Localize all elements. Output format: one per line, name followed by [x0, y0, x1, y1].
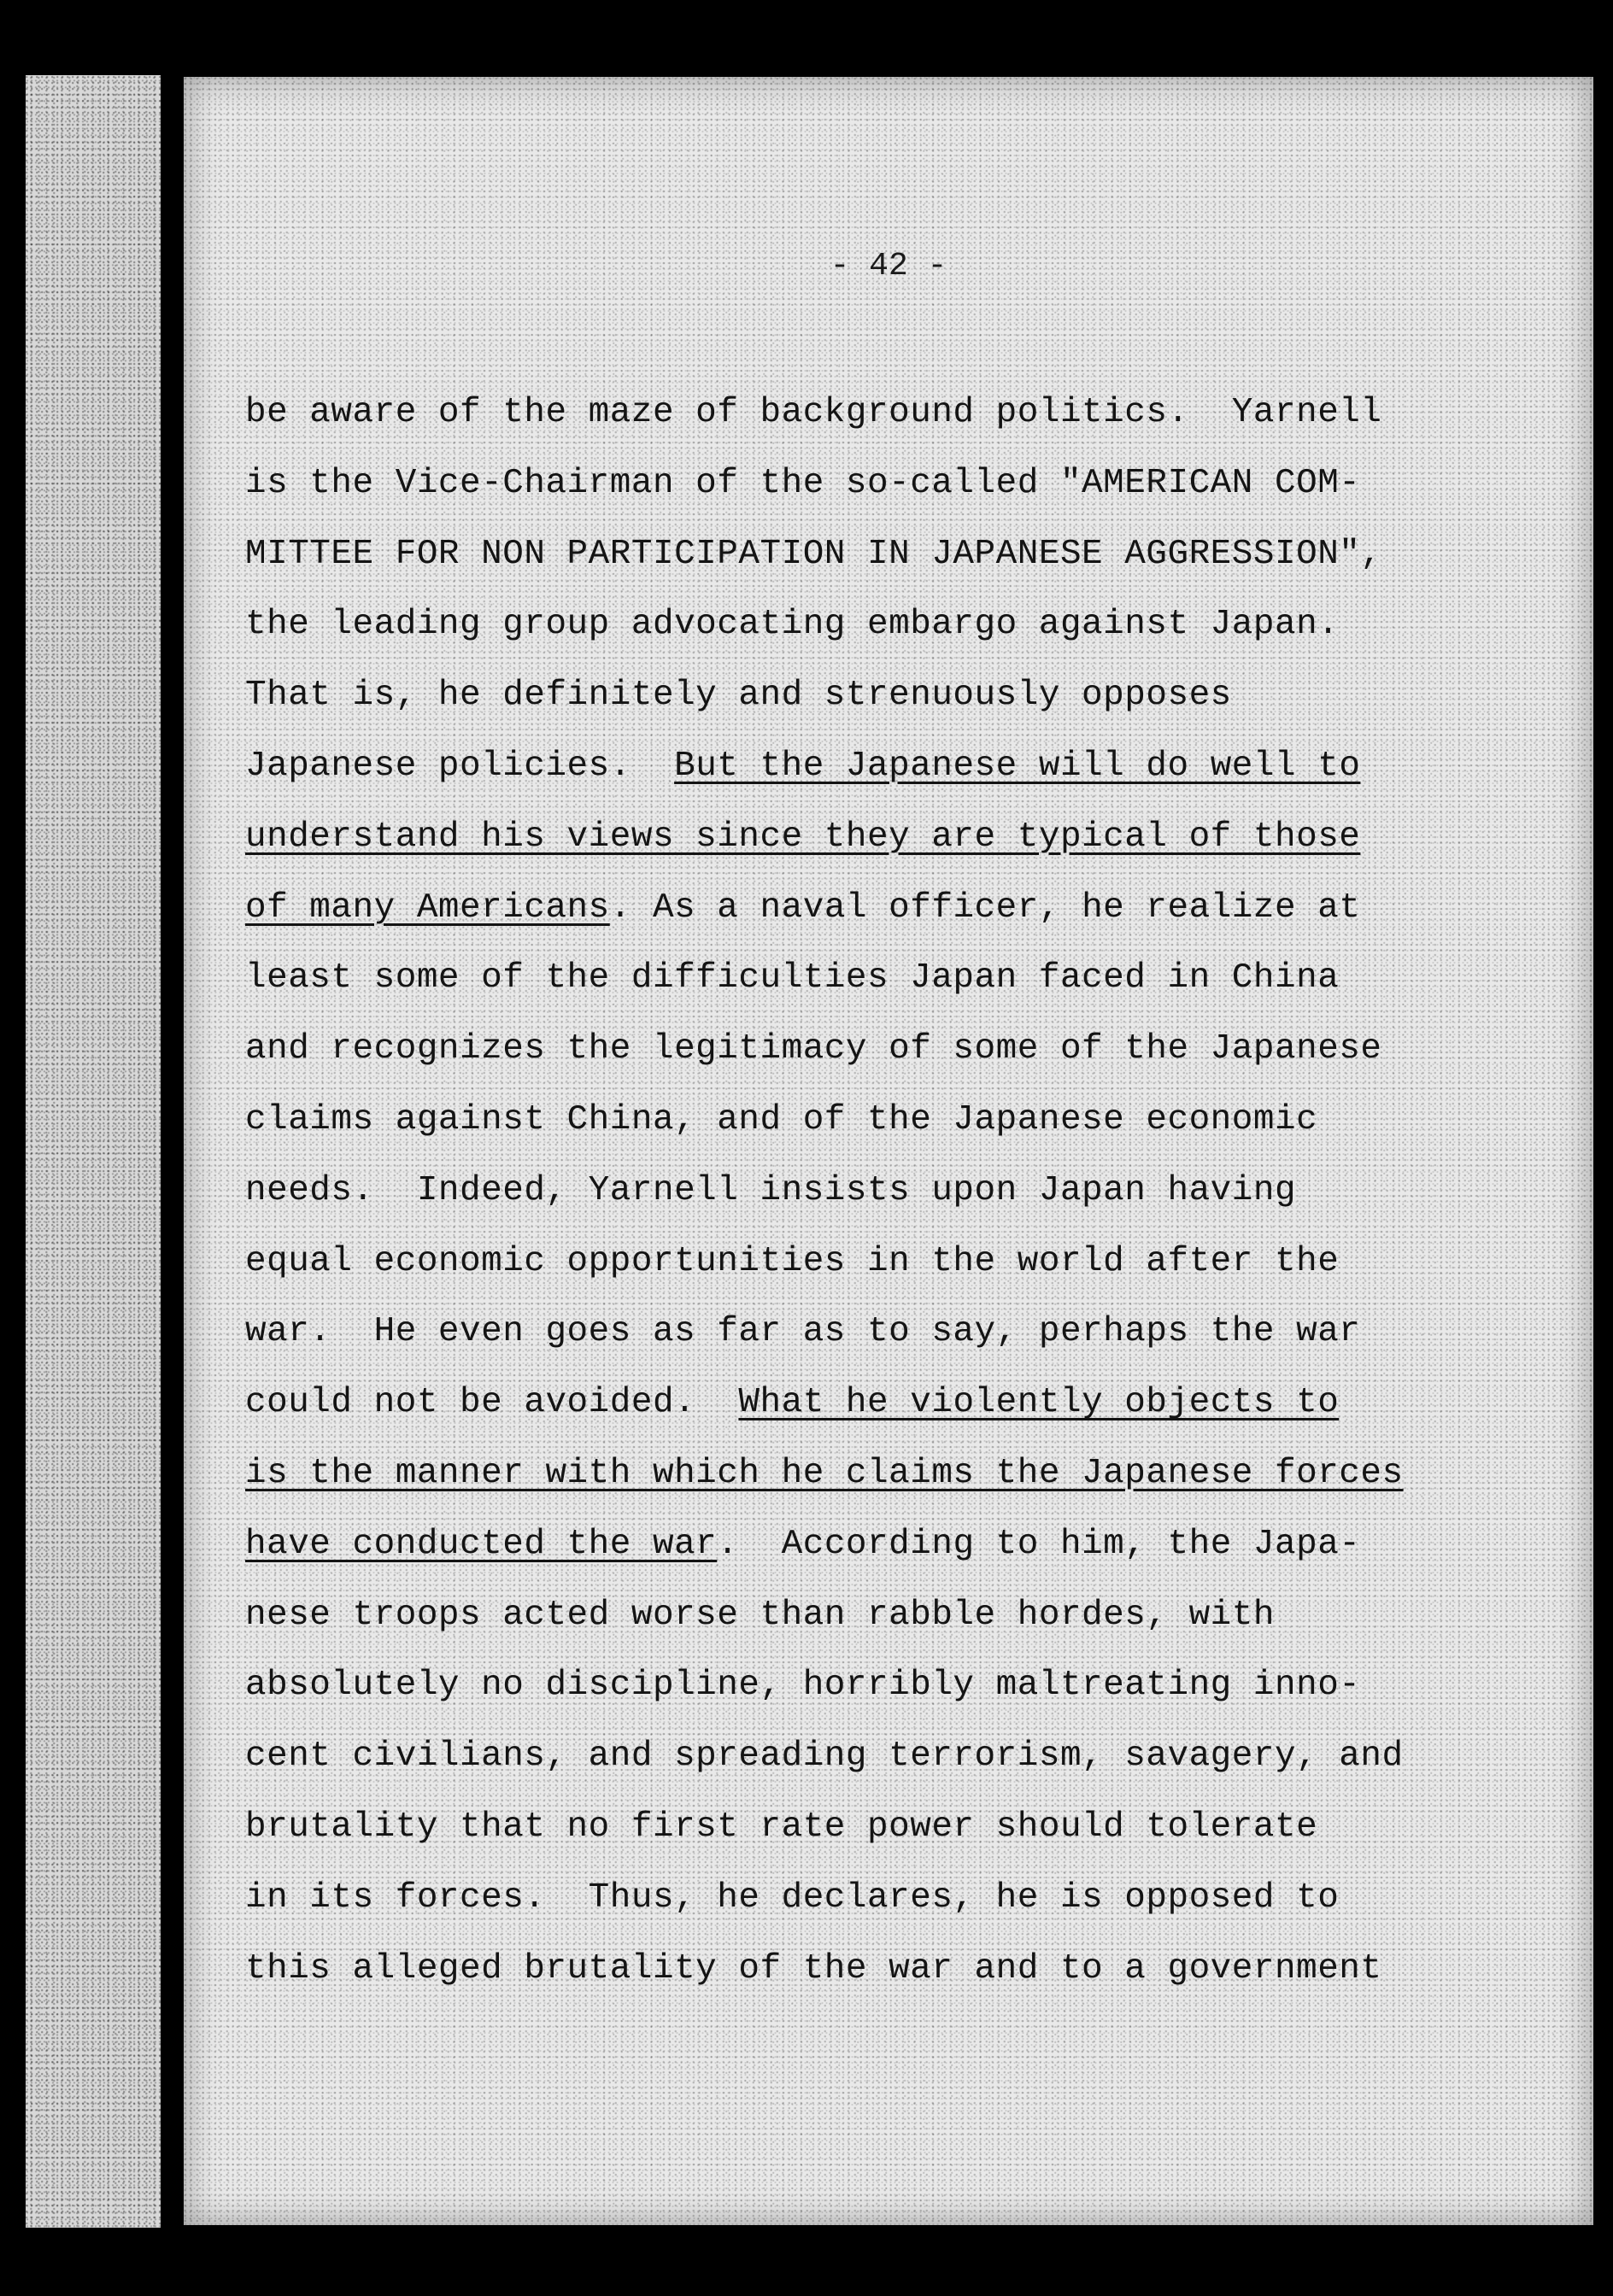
- text-segment: brutality that no first rate power should tolerate: [245, 1807, 1318, 1847]
- text-segment: war. He even goes as far as to say, perhaps the war: [245, 1312, 1361, 1352]
- underlined-text: What he violently objects to: [738, 1383, 1340, 1423]
- underlined-text: of many Americans: [245, 887, 610, 928]
- text-line: [245, 1085, 1578, 1156]
- text-line: [245, 1014, 1578, 1085]
- underlined-text: understand his views since they are typical of those: [245, 817, 1361, 857]
- text-line: [245, 802, 1578, 873]
- text-segment: least some of the difficulties Japan faced in China: [245, 958, 1340, 999]
- text-segment: absolutely no discipline, horribly maltreating inno-: [245, 1666, 1361, 1706]
- underlined-text: have conducted the war: [245, 1524, 718, 1564]
- adjacent-page-edge: [26, 75, 161, 2228]
- text-line: [245, 1156, 1578, 1227]
- text-line: [245, 589, 1578, 660]
- text-segment: cent civilians, and spreading terrorism, savagery, and: [245, 1737, 1404, 1777]
- text-segment: could not be avoided.: [245, 1383, 739, 1423]
- text-line: [245, 519, 1578, 590]
- text-line: [245, 1368, 1578, 1438]
- text-line: [245, 731, 1578, 802]
- text-line: [245, 943, 1578, 1014]
- text-line: [245, 1863, 1578, 1934]
- text-segment: nese troops acted worse than rabble hordes, with: [245, 1595, 1275, 1635]
- text-segment: needs. Indeed, Yarnell insists upon Japan having: [245, 1170, 1297, 1210]
- text-line: [245, 448, 1578, 519]
- text-segment: be aware of the maze of background politics. Yarnell: [245, 393, 1382, 432]
- text-segment: . According to him, the Japa-: [717, 1524, 1361, 1564]
- text-line: [245, 660, 1578, 731]
- text-line: [245, 1580, 1578, 1651]
- text-line: [245, 1297, 1578, 1368]
- text-segment: . As a naval officer, he realize at: [609, 887, 1361, 928]
- text-segment: MITTEE FOR NON PARTICIPATION IN JAPANESE AGGRESSION",: [245, 534, 1382, 574]
- page-number: - 42 -: [830, 248, 947, 284]
- text-line: [245, 1934, 1578, 2005]
- text-segment: equal economic opportunities in the world after the: [245, 1241, 1340, 1281]
- text-segment: this alleged brutality of the war and to a government: [245, 1948, 1382, 1988]
- text-segment: is the Vice-Chairman of the so-called "AMERICAN COM-: [245, 463, 1361, 503]
- text-segment: That is, he definitely and strenuously opposes: [245, 676, 1232, 716]
- text-line: [245, 873, 1578, 944]
- text-line: [245, 1721, 1578, 1792]
- document-page: [184, 77, 1593, 2225]
- text-line: [245, 1227, 1578, 1297]
- text-segment: claims against China, and of the Japanese economic: [245, 1099, 1318, 1139]
- text-line: [245, 1792, 1578, 1863]
- text-segment: and recognizes the legitimacy of some of the Japanese: [245, 1029, 1382, 1069]
- text-segment: the leading group advocating embargo against Japan.: [245, 605, 1340, 645]
- underlined-text: But the Japanese will do well to: [674, 746, 1361, 786]
- underlined-text: is the manner with which he claims the Japanese forces: [245, 1453, 1404, 1493]
- text-line: [245, 1650, 1578, 1721]
- text-line: [245, 378, 1578, 448]
- text-line: [245, 1509, 1578, 1580]
- body-text: [245, 378, 1578, 2004]
- text-segment: in its forces. Thus, he declares, he is opposed to: [245, 1877, 1340, 1918]
- text-line: [245, 1438, 1578, 1509]
- text-segment: Japanese policies.: [245, 746, 675, 786]
